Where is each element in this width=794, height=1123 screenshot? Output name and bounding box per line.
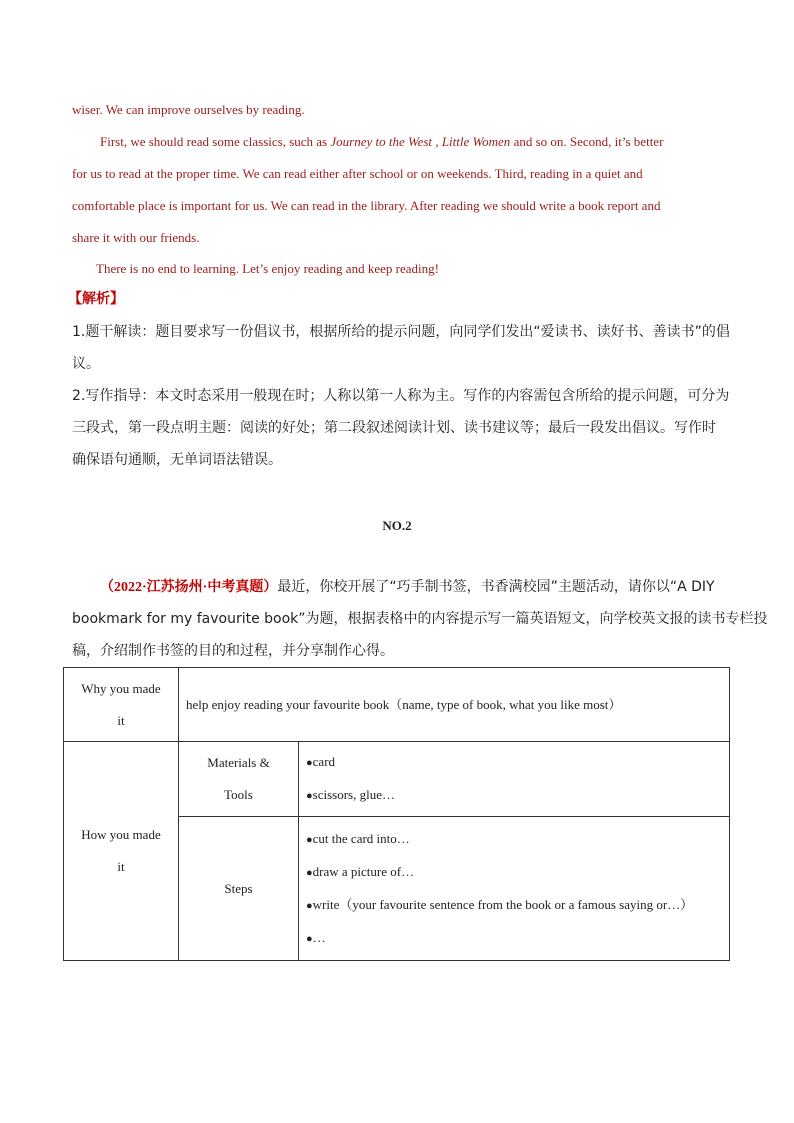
table-row	[64, 742, 730, 817]
analysis-p1-line-1: 1.题干解读：题目要求写一份倡议书，根据所给的提示问题，向同学们发出“爱读书、读好书、善读书”的倡	[72, 324, 730, 340]
book-title: Journey to the West	[330, 134, 433, 149]
essay-line-6: There is no end to learning. Let’s enjoy reading and keep reading!	[96, 261, 439, 276]
book-title: Little Women	[441, 134, 511, 149]
list-item: ● cut the card into…	[306, 823, 728, 856]
steps-label-cell: Steps	[179, 817, 299, 961]
analysis-p2-line-1: 2.写作指导：本文时态采用一般现在时；人称以第一人称为主。写作的内容需包含所给的提示问题，可分为	[72, 388, 730, 404]
essay-text: First, we should read some classics, such as	[100, 134, 331, 149]
why-label-cell	[64, 668, 179, 742]
steps-list-cell	[299, 817, 730, 961]
essay-line-5: share it with our friends.	[72, 230, 200, 245]
analysis-p2-line-3: 确保语句通顺，无单词语法错误。	[72, 452, 282, 468]
analysis-p2-line-2: 三段式，第一段点明主题：阅读的好处；第二段叙述阅读计划、读书建议等；最后一段发出倡议。写作时	[72, 420, 716, 436]
prompt-table	[63, 667, 730, 961]
question-text: 最近，你校开展了“巧手制书签，书香满校园”主题活动，请你以“A DIY	[277, 579, 715, 595]
analysis-tag: 【解析】	[68, 292, 124, 307]
essay-line-3: for us to read at the proper time. We can read either after school or on weekends. Third, reading in a quiet and	[72, 166, 643, 181]
why-label-line: it	[117, 712, 125, 728]
question-line-1	[100, 578, 715, 597]
list-item: ● …	[306, 922, 728, 955]
list-item: ● card	[306, 746, 728, 779]
essay-line-2	[100, 133, 663, 151]
essay-line-4: comfortable place is important for us. We can read in the library. After reading we should write a book report and	[72, 198, 661, 213]
table-row	[64, 668, 730, 742]
list-item: ● scissors, glue…	[306, 779, 728, 812]
essay-line-1: wiser. We can improve ourselves by reading.	[72, 102, 305, 117]
question-line-2: bookmark for my favourite book”为题，根据表格中的内容提示写一篇英语短文，向学校英文报的读书专栏投	[72, 611, 768, 627]
question-line-3: 稿，介绍制作书签的目的和过程，并分享制作心得。	[72, 643, 394, 659]
materials-list-cell	[299, 742, 730, 817]
why-label-line: Why you made	[81, 680, 161, 696]
list-item: ● draw a picture of…	[306, 856, 728, 889]
how-label-line: How you made	[81, 827, 161, 842]
materials-label-line: Tools	[224, 787, 253, 802]
materials-label-line: Materials &	[207, 755, 270, 770]
essay-text: ,	[432, 134, 442, 149]
list-item: ● write（your favourite sentence from the book or a famous saying or…）	[306, 889, 728, 922]
section-title: NO.2	[382, 518, 412, 533]
why-content-cell: help enjoy reading your favourite book（name, type of book, what you like most）	[179, 668, 730, 742]
materials-label-cell	[179, 742, 299, 817]
how-label-line: it	[117, 859, 125, 874]
how-label-cell	[64, 742, 179, 961]
analysis-p1-line-2: 议。	[72, 356, 100, 372]
essay-text: and so on. Second, it’s better	[510, 134, 664, 149]
question-source: （2022·江苏扬州·中考真题）	[100, 580, 278, 595]
